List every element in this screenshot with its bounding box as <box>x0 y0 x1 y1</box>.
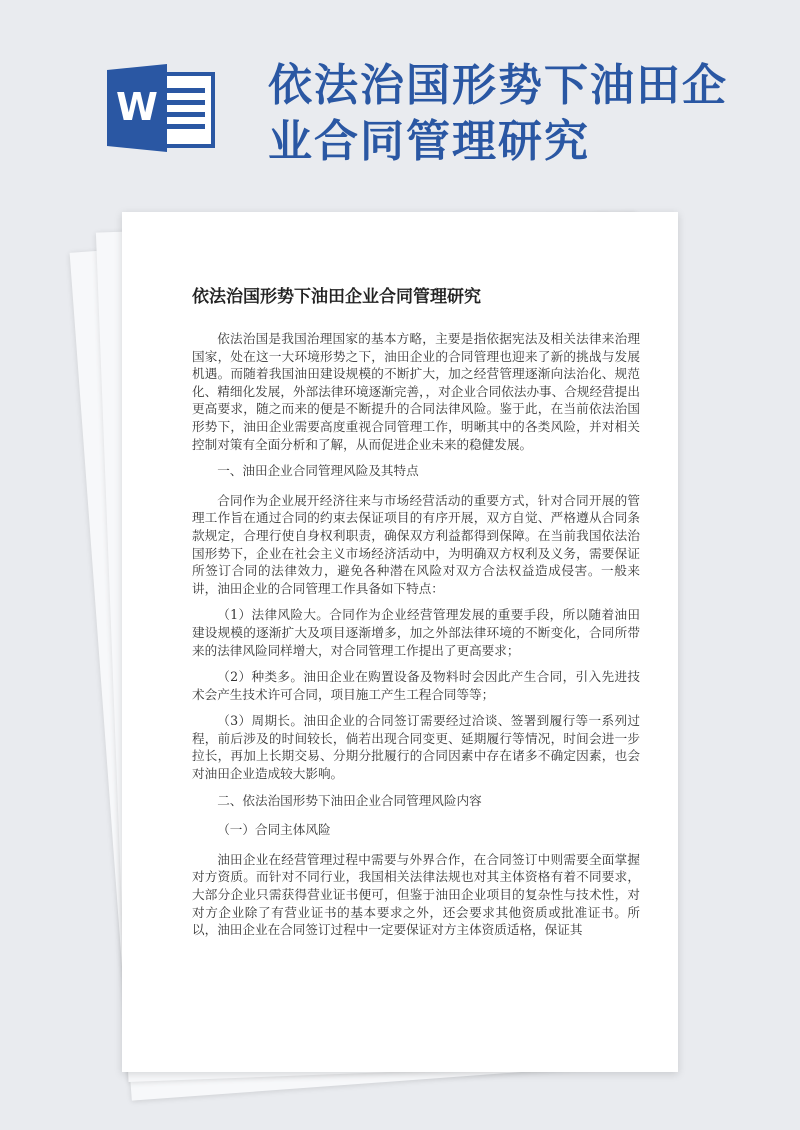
document-title: 依法治国形势下油田企业合同管理研究 <box>192 287 481 307</box>
paragraph-feature-1: （1）法律风险大。合同作为企业经营管理发展的重要手段，所以随着油田建设规模的逐渐扩大及项目逐渐增多，加之外部法律环境的不断变化，合同所带来的法律风险同样增大，对合同管理工作提出了更高要求； <box>192 607 640 658</box>
header <box>0 0 800 200</box>
subsection-heading-1: （一）合同主体风险 <box>217 822 331 838</box>
paragraph-contract-features: 合同作为企业展开经济往来与市场经营活动的重要方式，针对合同开展的管理工作旨在通过合同的约束去保证项目的有序开展，双方自觉、严格遵从合同条款规定，合理行使自身权利职责，确保双方利益都得到保障。在当前我国依法治国形势下，企业在社会主义市场经济活动中，为明确双方权利及义务，需要保证所签订合同的法律效力，避免各种潜在风险对双方合法权益造成侵害。一般来讲，油田企业的合同管理工作具备如下特点： <box>192 492 640 596</box>
document-page <box>122 212 678 1072</box>
document-body <box>192 330 640 948</box>
word-icon-letter: W <box>116 85 158 129</box>
section-heading-1: 一、油田企业合同管理风险及其特点 <box>217 463 419 479</box>
word-document-icon <box>107 64 215 152</box>
paragraph-feature-2: （2）种类多。油田企业在购置设备及物料时会因此产生合同，引入先进技术会产生技术许可合同，项目施工产生工程合同等等； <box>192 669 640 702</box>
page-title-line-1: 依法治国形势下油田企 <box>268 60 728 111</box>
paragraph-subject-risk: 油田企业在经营管理过程中需要与外界合作，在合同签订中则需要全面掌握对方资质。而针对不同行业，我国相关法律法规也对其主体资格有着不同要求，大部分企业只需获得营业证书便可，但鉴于油田企业项目的复杂性与技术性，对对方企业除了有营业证书的基本要求之外，还会要求其他资质或批准证书。所以，油田企业在合同签订过程中一定要保证对方主体资质适格，保证其 <box>192 851 640 938</box>
page-title-line-2: 业合同管理研究 <box>268 116 590 167</box>
section-heading-2: 二、依法治国形势下油田企业合同管理风险内容 <box>217 792 482 808</box>
paragraph-intro: 依法治国是我国治理国家的基本方略，主要是指依据宪法及相关法律来治理国家，处在这一大环境形势之下，油田企业的合同管理也迎来了新的挑战与发展机遇。而随着我国油田建设规模的不断扩大，加之经营管理逐渐向法治化、规范化、精细化发展，外部法律环境逐渐完善，，对企业合同依法办事、合规经营提出更高要求，随之而来的便是不断提升的合同法律风险。鉴于此，在当前依法治国形势下，油田企业需要高度重视合同管理工作，明晰其中的各类风险，并对相关控制对策有全面分析和了解，从而促进企业未来的稳健发展。 <box>192 331 640 452</box>
paragraph-feature-3: （3）周期长。油田企业的合同签订需要经过洽谈、签署到履行等一系列过程，前后涉及的时间较长，倘若出现合同变更、延期履行等情况，时间会进一步拉长，再加上长期交易、分期分批履行的合同因素中存在诸多不确定因素，也会对油田企业造成较大影响。 <box>192 713 640 782</box>
